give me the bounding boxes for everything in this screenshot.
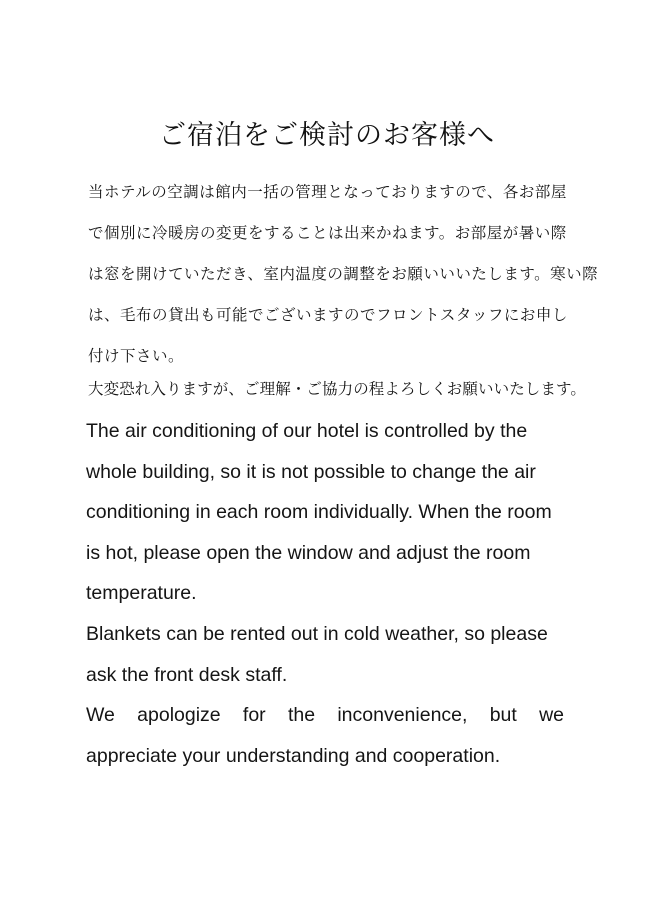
japanese-line: は窓を開けていただき、室内温度の調整をお願いいいたします。寒い際 [88,265,599,283]
japanese-line: で個別に冷暖房の変更をすることは出来かねます。お部屋が暑い際 [88,224,567,242]
apology-word: for [242,704,266,727]
english-line: temperature. [86,582,197,605]
english-line: ask the front desk staff. [86,663,288,686]
japanese-line: 当ホテルの空調は館内一括の管理となっておりますので、各お部屋 [88,183,567,201]
notice-title: ご宿泊をご検討のお客様へ [159,120,495,151]
japanese-line: 付け下さい。 [88,347,185,365]
english-line: is hot, please open the window and adjust the room [86,541,531,564]
english-final-line: appreciate your understanding and cooperation. [86,744,501,767]
apology-word: inconvenience, [337,704,468,727]
apology-word: we [539,704,564,727]
japanese-paragraph [88,172,599,377]
apology-word: apologize [137,704,221,727]
japanese-apology-note: 大変恐れ入りますが、ご理解・ご協力の程よろしくお願いいたします。 [88,380,586,398]
english-apology-line [86,695,564,736]
japanese-line: は、毛布の貸出も可能でございますのでフロントスタッフにお申し [88,306,568,324]
english-paragraph [86,411,576,776]
apology-word: the [287,704,316,727]
english-line: The air conditioning of our hotel is controlled by the [86,420,528,442]
apology-word: but [489,704,517,727]
apology-word: We [86,704,115,727]
english-line: Blankets can be rented out in cold weather, so please [86,622,548,645]
english-line: whole building, so it is not possible to change the air [86,460,536,483]
english-line: conditioning in each room individually. When the room [86,501,552,524]
